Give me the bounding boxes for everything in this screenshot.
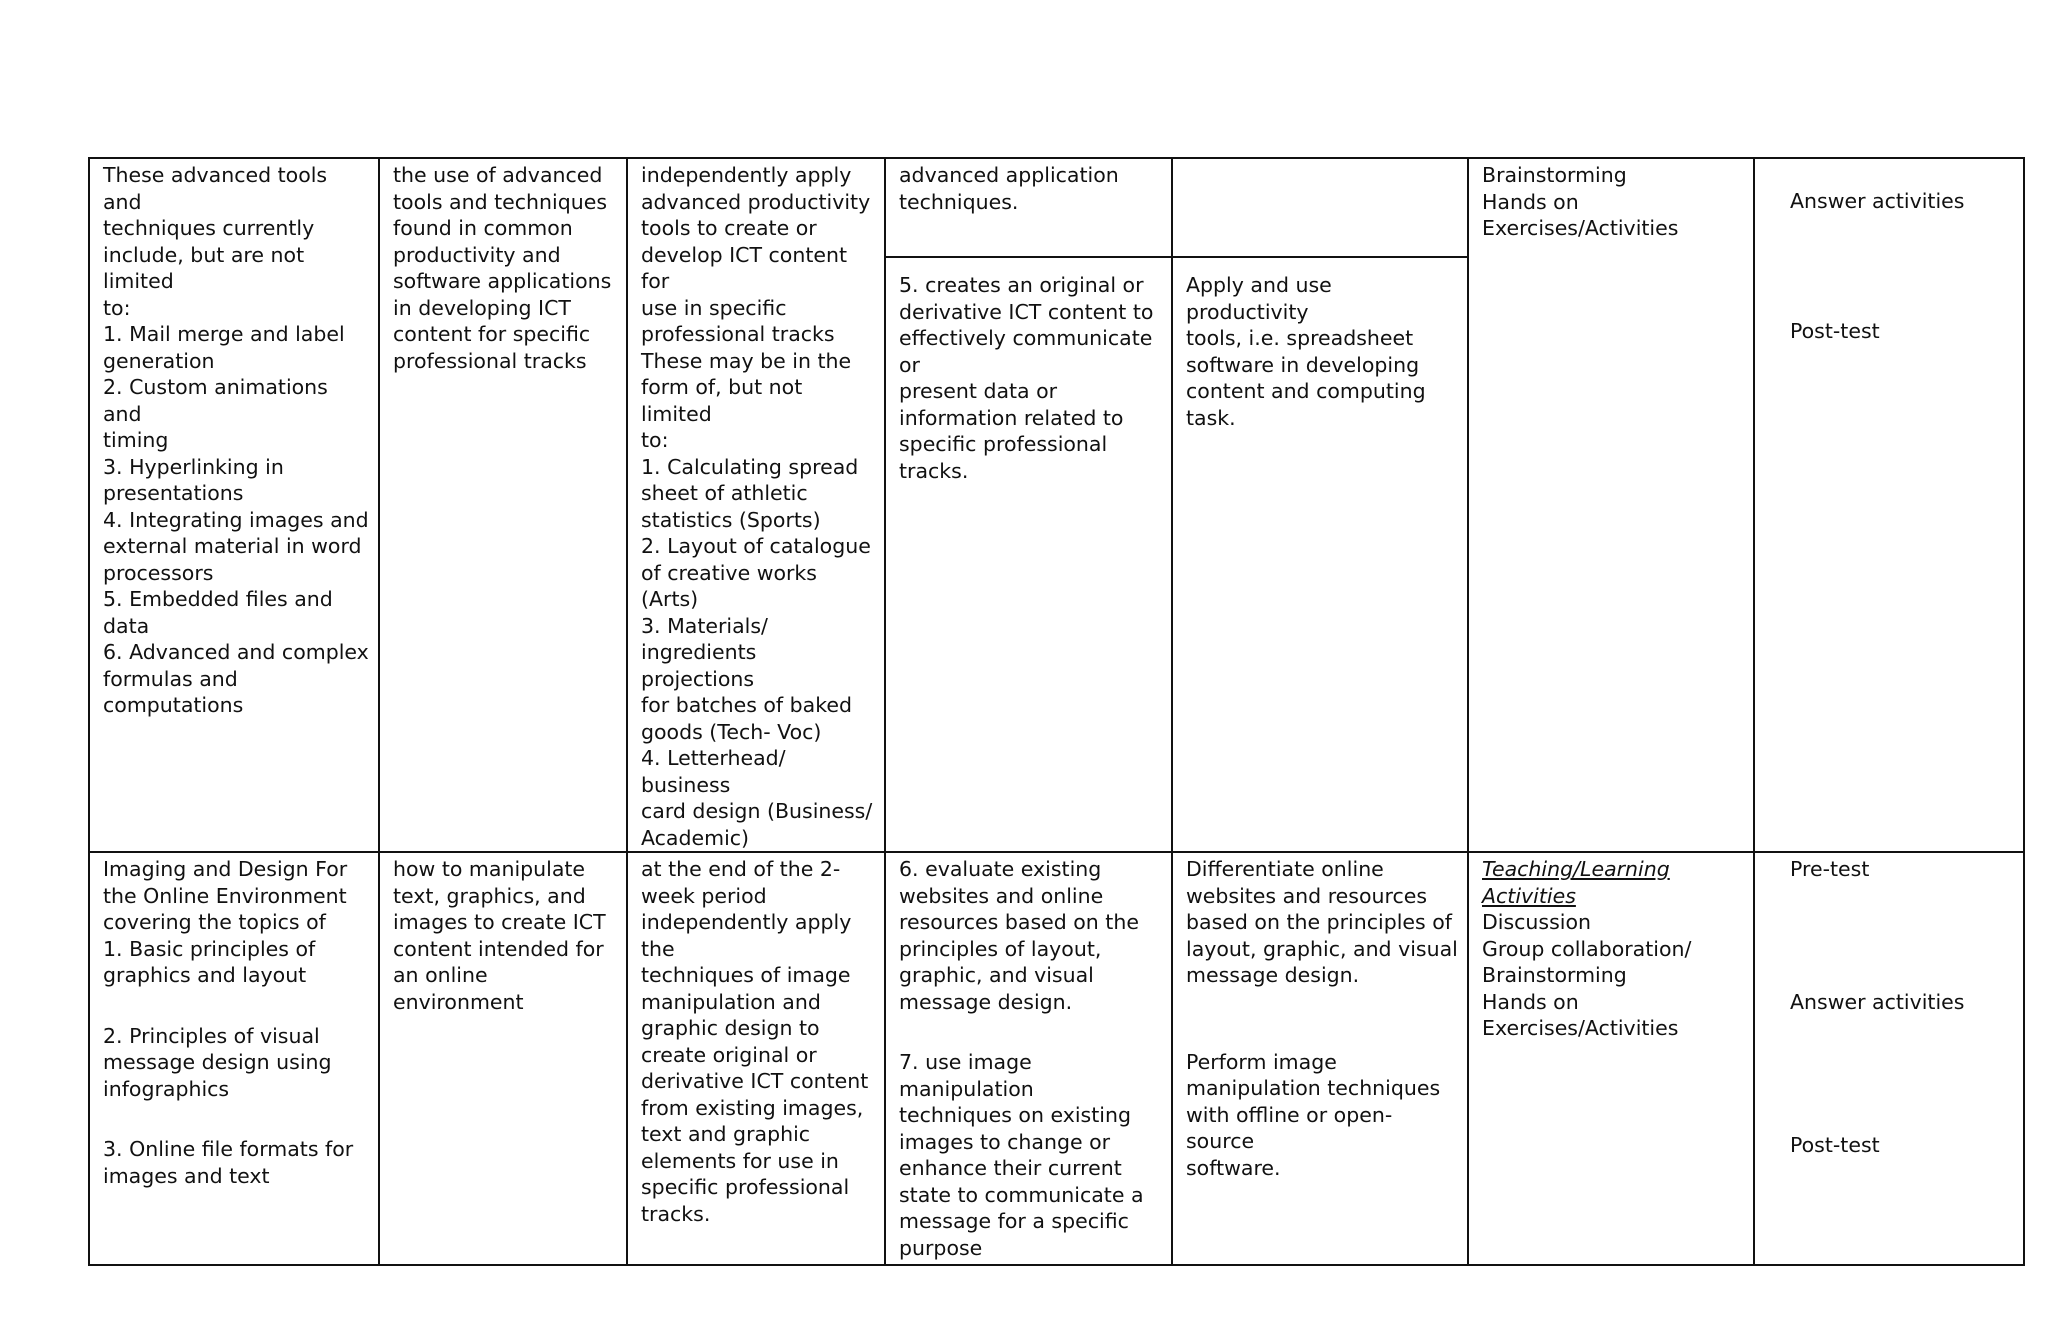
activity-item: Exercises/Activities <box>1482 1016 1679 1040</box>
text-line: goods (Tech- Voc) <box>641 719 822 744</box>
text-line: 7. use image manipulation <box>899 1050 1034 1101</box>
text-line: to: <box>641 428 669 452</box>
text-line: images to create ICT <box>393 910 606 934</box>
text-line: content for specific <box>393 322 591 346</box>
text-line: tracks. <box>899 458 969 483</box>
text-line: resources based on the <box>899 910 1139 934</box>
text-line: the Online Environment <box>103 883 347 908</box>
learning-competency-cell <box>885 852 1172 1265</box>
text-line: These may be in the <box>641 348 852 373</box>
text-line: software. <box>1186 1155 1281 1180</box>
text-line: elements for use in <box>641 1148 839 1173</box>
text-line: 4. Integrating images and <box>103 507 369 532</box>
learning-competency-cell <box>885 158 1172 852</box>
text-line: text, graphics, and <box>393 883 586 908</box>
text-line: enhance their current <box>899 1156 1122 1180</box>
table-row <box>89 852 2024 1265</box>
text-line: presentations <box>103 481 244 505</box>
text-line: effectively communicate or <box>899 326 1153 377</box>
text-line: tools and techniques <box>393 189 607 214</box>
text-line: software in developing <box>1186 352 1420 377</box>
text-line: 1. Basic principles of <box>103 936 316 961</box>
text-line: techniques of image <box>641 963 851 987</box>
text-line: form of, but not limited <box>641 375 803 426</box>
text-line: 6. evaluate existing <box>899 857 1102 881</box>
text-line: tracks. <box>641 1201 711 1226</box>
text-line: content intended for <box>393 936 604 961</box>
content-text <box>103 162 369 719</box>
content-cell <box>89 852 379 1265</box>
text-line: productivity and <box>393 242 561 267</box>
text-line: to: <box>103 295 131 320</box>
text-line: techniques on existing <box>899 1103 1131 1127</box>
activities-heading: Teaching/Learning <box>1482 857 1670 881</box>
text-line: software applications <box>393 269 612 293</box>
text-line: manipulation and <box>641 989 821 1014</box>
table-row <box>89 158 2024 852</box>
text-line: Brainstorming <box>1482 163 1627 187</box>
text-line: professional tracks <box>641 322 835 346</box>
objectives-bottom <box>1173 258 1467 431</box>
text-line: images and text <box>103 1163 270 1188</box>
text-line: statistics (Sports) <box>641 507 821 532</box>
assessment-item: Post-test <box>1790 1133 1880 1157</box>
text-line: 4. Letterhead/ business <box>641 746 786 797</box>
text-line: graphic design to <box>641 1016 820 1040</box>
text-line: from existing images, <box>641 1095 864 1120</box>
assessment-cell <box>1754 852 2024 1265</box>
text-line: an online environment <box>393 963 524 1014</box>
text-line: generation <box>103 348 215 373</box>
text-line: techniques. <box>899 189 1019 214</box>
text-line: message design. <box>1186 963 1360 987</box>
text-line: include, but are not limited <box>103 242 305 293</box>
text-line: content and computing <box>1186 379 1426 403</box>
text-line: task. <box>1186 405 1236 430</box>
text-line: 2. Custom animations and <box>103 375 328 426</box>
text-line: message design. <box>899 989 1073 1014</box>
text-line: websites and online <box>899 883 1104 908</box>
learning-competency-top <box>886 159 1171 258</box>
activity-item: Discussion <box>1482 910 1592 934</box>
text-line: sheet of athletic <box>641 481 808 505</box>
text-line: 2. Principles of visual <box>103 1023 320 1048</box>
text-line: graphics and layout <box>103 963 307 987</box>
text-line: timing <box>103 428 169 452</box>
text-line: websites and resources <box>1186 883 1428 908</box>
text-line: 3. Materials/ <box>641 613 768 638</box>
text-line: 1. Calculating spread <box>641 454 859 479</box>
text-line: formulas and computations <box>103 666 244 717</box>
text-line: 2. Layout of catalogue <box>641 534 871 558</box>
activity-item: Hands on <box>1482 989 1579 1014</box>
text-line: found in common <box>393 216 573 240</box>
text-line: advanced productivity <box>641 189 871 214</box>
text-line: 6. Advanced and complex <box>103 640 369 664</box>
text-line: with offline or open-source <box>1186 1102 1393 1153</box>
text-line: ingredients projections <box>641 640 757 691</box>
performance-standard-text <box>641 162 875 851</box>
text-line: message design using <box>103 1050 332 1074</box>
text-line: in developing ICT <box>393 295 571 320</box>
objectives-cell <box>1172 158 1468 852</box>
text-line: 5. creates an original or <box>899 273 1144 297</box>
performance-standard-cell <box>627 852 885 1265</box>
text-line: independently apply <box>641 163 852 187</box>
text-line: information related to <box>899 405 1124 430</box>
text-line: advanced application <box>899 163 1119 187</box>
text-line: Perform image <box>1186 1049 1337 1074</box>
activities-heading: Activities <box>1482 883 1576 908</box>
objectives-cell <box>1172 852 1468 1265</box>
text-line: Hands on <box>1482 189 1579 214</box>
text-line: independently apply the <box>641 910 852 961</box>
text-line: Imaging and Design For <box>103 857 348 881</box>
text-line: professional tracks <box>393 348 587 373</box>
activities-cell <box>1468 852 1754 1265</box>
text-line: Exercises/Activities <box>1482 216 1679 240</box>
text-line: infographics <box>103 1076 230 1101</box>
text-line: images to change or <box>899 1129 1111 1154</box>
text-line: message for a specific <box>899 1209 1129 1233</box>
text-line: of creative works (Arts) <box>641 560 817 611</box>
objectives-top <box>1173 159 1467 258</box>
content-standard-text <box>393 162 617 374</box>
content-cell <box>89 158 379 852</box>
performance-standard-cell <box>627 158 885 852</box>
assessment-item: Answer activities <box>1790 189 1965 213</box>
assessment-item: Post-test <box>1790 318 1880 343</box>
text-line: the use of advanced <box>393 163 603 187</box>
content-standard-cell <box>379 852 627 1265</box>
text-line: for batches of baked <box>641 693 853 717</box>
text-line: manipulation techniques <box>1186 1076 1441 1100</box>
text-line: derivative ICT content to <box>899 299 1154 324</box>
assessment-item: Answer activities <box>1790 989 1965 1014</box>
text-line: layout, graphic, and visual <box>1186 936 1458 961</box>
activities-cell <box>1468 158 1754 852</box>
text-line: based on the principles of <box>1186 910 1452 934</box>
text-line: develop ICT content for <box>641 242 848 293</box>
text-line: derivative ICT content <box>641 1069 869 1093</box>
text-line: create original or <box>641 1042 817 1067</box>
text-line: principles of layout, <box>899 936 1102 961</box>
text-line: Differentiate online <box>1186 857 1384 881</box>
text-line: data <box>103 613 150 638</box>
content-standard-cell <box>379 158 627 852</box>
text-line: at the end of the 2- <box>641 857 841 881</box>
learning-competency-bottom <box>886 258 1171 484</box>
text-line: covering the topics of <box>103 910 326 934</box>
text-line: 3. Hyperlinking in <box>103 454 284 479</box>
text-line: purpose <box>899 1235 983 1260</box>
activity-item: Group collaboration/ <box>1482 936 1692 961</box>
text-line: 3. Online file formats for <box>103 1137 354 1161</box>
text-line: 5. Embedded files and <box>103 587 333 611</box>
text-line: text and graphic <box>641 1122 811 1146</box>
text-line: techniques currently <box>103 216 315 240</box>
text-line: Academic) <box>641 825 750 850</box>
text-line: week period <box>641 883 767 908</box>
text-line: external material in word <box>103 534 362 558</box>
curriculum-table <box>88 157 2025 1266</box>
text-line: graphic, and visual <box>899 963 1094 987</box>
assessment-cell <box>1754 158 2024 852</box>
text-line: tools to create or <box>641 216 817 240</box>
activity-item: Brainstorming <box>1482 963 1627 987</box>
text-line: These advanced tools and <box>103 163 328 214</box>
text-line: present data or <box>899 379 1058 403</box>
text-line: specific professional <box>641 1175 850 1199</box>
text-line: how to manipulate <box>393 857 586 881</box>
text-line: tools, i.e. spreadsheet <box>1186 326 1414 350</box>
text-line: card design (Business/ <box>641 799 873 823</box>
text-line: Apply and use productivity <box>1186 273 1332 324</box>
text-line: 1. Mail merge and label <box>103 322 345 346</box>
text-line: specific professional <box>899 432 1108 456</box>
assessment-item: Pre-test <box>1790 857 1870 881</box>
text-line: processors <box>103 560 214 585</box>
text-line: use in specific <box>641 295 787 320</box>
text-line: state to communicate a <box>899 1182 1144 1207</box>
